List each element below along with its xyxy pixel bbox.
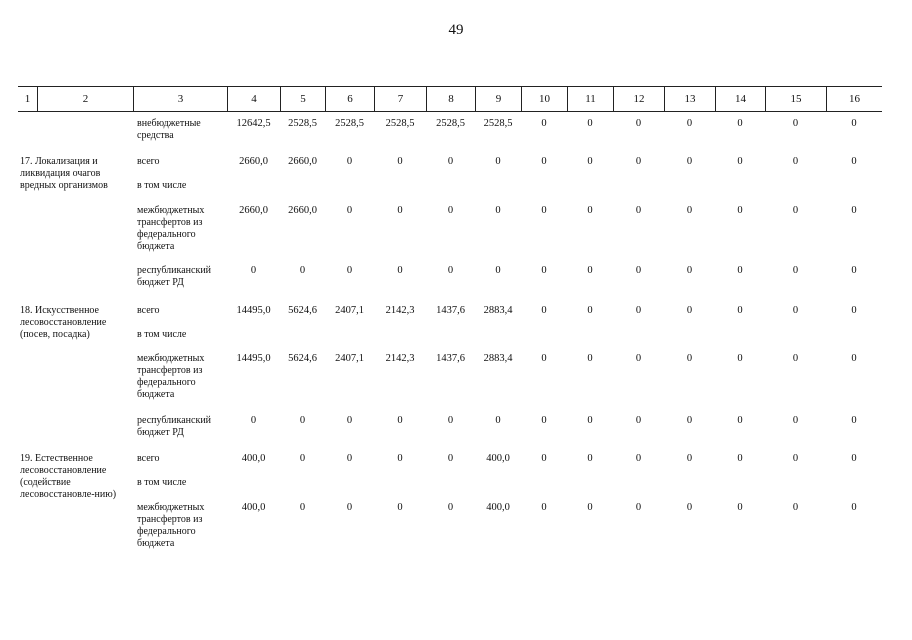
value-cell: 0 (587, 305, 593, 316)
value-cell: 0 (397, 453, 403, 464)
sub-row-label: всего (137, 453, 160, 464)
value-cell: 0 (851, 305, 857, 316)
value-cell: 0 (587, 502, 593, 513)
value-cell: 0 (635, 265, 642, 276)
value-cell: 2528,5 (288, 118, 317, 129)
value-cell: 0 (250, 415, 257, 426)
value-cell: 2407,1 (335, 353, 364, 364)
value-cell: 1437,6 (436, 305, 465, 316)
value-cell: 0 (851, 118, 857, 129)
value-cell: 0 (851, 453, 857, 464)
value-cell: 14495,0 (236, 305, 271, 316)
sub-row-label: в том числе (137, 329, 187, 340)
value-cell: 0 (397, 205, 403, 216)
value-cell: 0 (737, 305, 743, 316)
value-cell: 0 (587, 156, 593, 167)
value-cell: 0 (635, 353, 642, 364)
header-cell-8: 8 (426, 87, 475, 111)
value-cell: 0 (587, 265, 593, 276)
item-name: 17. Локализация и ликвидация очагов вредных организмов (20, 156, 108, 191)
value-cell: 0 (541, 353, 547, 364)
value-cell: 400,0 (486, 453, 510, 464)
value-cell: 0 (541, 415, 547, 426)
value-cell: 0 (851, 353, 857, 364)
value-cell: 0 (792, 156, 799, 167)
value-cell: 0 (686, 353, 693, 364)
value-cell: 0 (851, 415, 857, 426)
value-cell: 5624,6 (288, 305, 317, 316)
sub-row-label: внебюджетные средства (137, 118, 201, 141)
value-cell: 2883,4 (483, 305, 513, 316)
value-cell: 0 (541, 265, 547, 276)
header-cell-15: 15 (765, 87, 826, 111)
value-cell: 2660,0 (239, 156, 268, 167)
value-cell: 0 (635, 502, 642, 513)
value-cell: 0 (737, 453, 743, 464)
value-cell: 400,0 (241, 453, 266, 464)
value-cell: 0 (587, 205, 593, 216)
table-header-row (18, 86, 882, 112)
value-cell: 2660,0 (288, 156, 317, 167)
value-cell: 12642,5 (236, 118, 271, 129)
value-cell: 2660,0 (239, 205, 268, 216)
sub-row-label: межбюджетных трансфертов из федерального бюджета (137, 205, 205, 252)
value-cell: 0 (346, 265, 353, 276)
header-cell-11: 11 (567, 87, 613, 111)
value-cell: 0 (792, 205, 799, 216)
item-name: 18. Искусственное лесовосстановление (посев, посадка) (20, 305, 107, 340)
value-cell: 0 (495, 156, 501, 167)
value-cell: 0 (686, 502, 693, 513)
value-cell: 0 (447, 265, 454, 276)
sub-row-label: в том числе (137, 477, 187, 488)
sub-row-label: республиканский бюджет РД (137, 265, 212, 288)
header-cell-6: 6 (325, 87, 374, 111)
value-cell: 0 (587, 118, 593, 129)
header-cell-10: 10 (521, 87, 567, 111)
value-cell: 2528,5 (385, 118, 415, 129)
value-cell: 0 (447, 156, 454, 167)
value-cell: 0 (495, 415, 501, 426)
value-cell: 0 (737, 205, 743, 216)
item-name: 19. Естественное лесовосстановление (содействие лесовосстановле-нию) (20, 453, 117, 500)
value-cell: 0 (635, 205, 642, 216)
value-cell: 0 (635, 415, 642, 426)
header-cell-9: 9 (475, 87, 521, 111)
value-cell: 0 (686, 415, 693, 426)
value-cell: 0 (792, 415, 799, 426)
page-number: 49 (448, 22, 464, 38)
value-cell: 0 (346, 205, 353, 216)
value-cell: 0 (635, 156, 642, 167)
value-cell: 0 (686, 305, 693, 316)
value-cell: 0 (397, 502, 403, 513)
value-cell: 0 (447, 502, 454, 513)
value-cell: 0 (587, 353, 593, 364)
value-cell: 400,0 (241, 502, 266, 513)
value-cell: 0 (792, 453, 799, 464)
value-cell: 0 (299, 265, 306, 276)
value-cell: 2528,5 (335, 118, 364, 129)
value-cell: 2142,3 (385, 353, 415, 364)
value-cell: 0 (541, 156, 547, 167)
value-cell: 5624,6 (288, 353, 317, 364)
header-cell-1: 1 (24, 93, 31, 105)
value-cell: 0 (299, 453, 306, 464)
value-cell: 0 (397, 415, 403, 426)
value-cell: 0 (495, 205, 501, 216)
value-cell: 0 (541, 502, 547, 513)
table-body (0, 110, 912, 640)
value-cell: 0 (851, 502, 857, 513)
value-cell: 14495,0 (236, 353, 271, 364)
header-cell-5: 5 (280, 87, 325, 111)
value-cell: 0 (495, 265, 501, 276)
value-cell: 400,0 (486, 502, 510, 513)
value-cell: 0 (635, 453, 642, 464)
header-cell-12: 12 (613, 87, 664, 111)
value-cell: 0 (447, 453, 454, 464)
value-cell: 0 (346, 502, 353, 513)
value-cell: 2142,3 (385, 305, 415, 316)
sub-row-label: республиканский бюджет РД (137, 415, 212, 438)
value-cell: 2660,0 (288, 205, 317, 216)
value-cell: 0 (737, 156, 743, 167)
value-cell: 0 (447, 205, 454, 216)
value-cell: 0 (541, 305, 547, 316)
sub-row-label: в том числе (137, 180, 187, 191)
value-cell: 0 (587, 453, 593, 464)
value-cell: 0 (851, 156, 857, 167)
value-cell: 0 (851, 205, 857, 216)
header-cell-2: 2 (37, 87, 133, 111)
value-cell: 0 (587, 415, 593, 426)
value-cell: 0 (541, 453, 547, 464)
value-cell: 0 (792, 265, 799, 276)
value-cell: 0 (737, 502, 743, 513)
value-cell: 0 (737, 265, 743, 276)
value-cell: 0 (250, 265, 257, 276)
sub-row-label: всего (137, 156, 160, 167)
value-cell: 0 (792, 502, 799, 513)
value-cell: 2528,5 (483, 118, 513, 129)
value-cell: 0 (686, 156, 693, 167)
value-cell: 0 (737, 118, 743, 129)
value-cell: 0 (792, 118, 799, 129)
value-cell: 2883,4 (483, 353, 513, 364)
value-cell: 0 (792, 305, 799, 316)
value-cell: 0 (686, 453, 693, 464)
value-cell: 0 (397, 156, 403, 167)
value-cell: 0 (737, 353, 743, 364)
header-cell-4: 4 (227, 87, 280, 111)
sub-row-label: межбюджетных трансфертов из федерального бюджета (137, 353, 205, 400)
header-cell-16: 16 (826, 87, 882, 111)
value-cell: 0 (541, 118, 547, 129)
header-cell-14: 14 (715, 87, 765, 111)
value-cell: 0 (447, 415, 454, 426)
value-cell: 0 (792, 353, 799, 364)
value-cell: 1437,6 (436, 353, 465, 364)
value-cell: 0 (686, 205, 693, 216)
value-cell: 0 (299, 502, 306, 513)
value-cell: 0 (397, 265, 403, 276)
value-cell: 0 (346, 156, 353, 167)
value-cell: 0 (541, 205, 547, 216)
header-cell-3: 3 (133, 87, 227, 111)
value-cell: 0 (346, 453, 353, 464)
value-cell: 0 (299, 415, 306, 426)
sub-row-label: межбюджетных трансфертов из федерального бюджета (137, 502, 205, 549)
sub-row-label: всего (137, 305, 160, 316)
value-cell: 2407,1 (335, 305, 364, 316)
value-cell: 0 (737, 415, 743, 426)
value-cell: 2528,5 (436, 118, 465, 129)
value-cell: 0 (686, 118, 693, 129)
header-cell-13: 13 (664, 87, 715, 111)
value-cell: 0 (686, 265, 693, 276)
header-cell-7: 7 (374, 87, 426, 111)
value-cell: 0 (635, 118, 642, 129)
value-cell: 0 (346, 415, 353, 426)
value-cell: 0 (635, 305, 642, 316)
value-cell: 0 (851, 265, 857, 276)
